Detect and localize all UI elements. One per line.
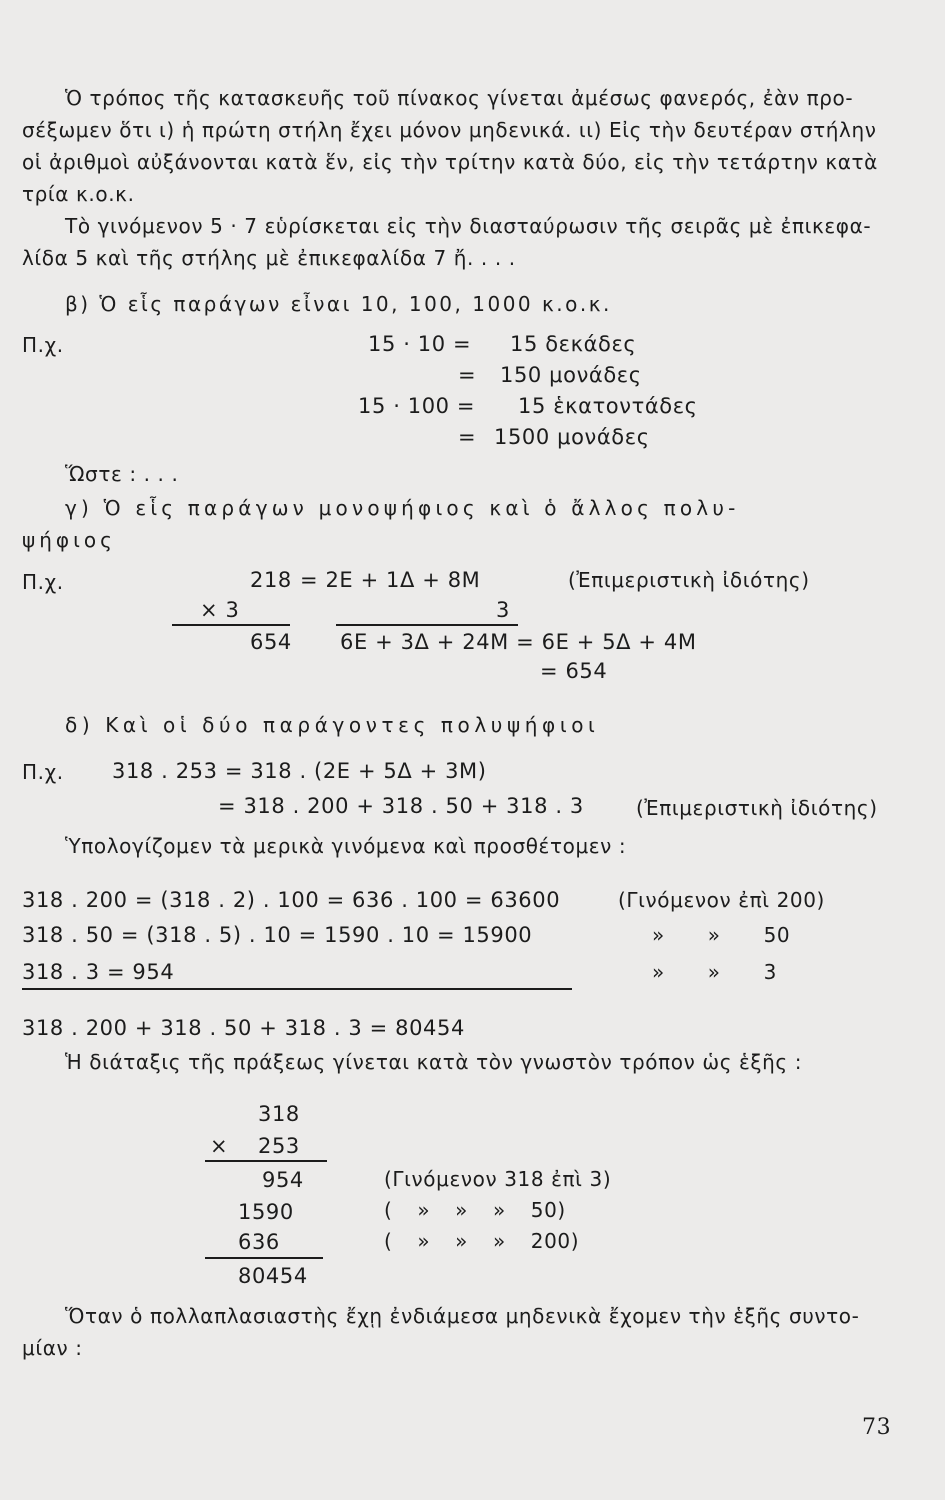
partial-product-2-note: » » 50 — [652, 923, 791, 947]
section-beta-heading: β) Ὁ εἷς παράγων εἶναι 10, 100, 1000 κ.ο.κ. — [65, 292, 612, 316]
beta-row-1-left: 15 · 10 = — [368, 332, 472, 356]
beta-row-2-right: 150 μονάδες — [500, 363, 642, 387]
mult-multiplier: 253 — [258, 1134, 300, 1158]
gamma-rule-right — [336, 624, 518, 626]
delta-property-note: (Ἐπιμεριστικὴ ἰδιότης) — [636, 796, 878, 820]
intro-line-5: Τὸ γινόμενον 5 · 7 εὑρίσκεται εἰς τὴν διασταύρωσιν τῆς σειρᾶς μὲ ἐπικεφα- — [65, 214, 872, 238]
delta-equation-1: 318 . 253 = 318 . (2Ε + 5Δ + 3Μ) — [112, 759, 487, 783]
partial-product-1-note: (Γινόμενον ἐπὶ 200) — [618, 888, 825, 912]
delta-example-label: Π.χ. — [22, 760, 64, 784]
mult-partial-3-note: ( » » » 200) — [384, 1229, 580, 1253]
beta-row-3-right: 15 ἑκατοντάδες — [518, 394, 698, 418]
beta-row-4-right: 1500 μονάδες — [494, 425, 650, 449]
mult-partial-3: 636 — [238, 1230, 280, 1254]
gamma-expanded-product: 6Ε + 3Δ + 24Μ = 6Ε + 5Δ + 4Μ — [340, 630, 697, 654]
beta-row-3-left: 15 · 100 = — [358, 394, 476, 418]
mult-result: 80454 — [238, 1264, 308, 1288]
beta-hoste: Ὥστε : . . . — [65, 462, 179, 486]
delta-calc-intro: Ὑπολογίζομεν τὰ μερικὰ γινόμενα καὶ προσθέτομεν : — [65, 834, 627, 858]
section-gamma-heading-1: γ) Ὁ εἷς παράγων μονοψήφιος καὶ ὁ ἄλλος πολυ- — [65, 496, 740, 520]
gamma-factor-1: 218 — [250, 568, 292, 592]
partial-product-3-note: » » 3 — [652, 960, 777, 984]
mult-rule-bottom — [205, 1257, 323, 1259]
mult-multiplicand: 318 — [258, 1102, 300, 1126]
beta-row-2-left: = — [458, 363, 477, 387]
partial-products-sum: 318 . 200 + 318 . 50 + 318 . 3 = 80454 — [22, 1016, 465, 1040]
gamma-example-label: Π.χ. — [22, 570, 64, 594]
partial-product-3: 318 . 3 = 954 — [22, 960, 175, 984]
mult-partial-1-note: (Γινόμενον 318 ἐπὶ 3) — [384, 1167, 612, 1191]
mult-times-sign: × — [210, 1134, 229, 1158]
intro-line-6: λίδα 5 καὶ τῆς στήλης μὲ ἐπικεφαλίδα 7 ἤ. . . . — [22, 246, 516, 270]
gamma-factor-2: × 3 — [200, 598, 240, 622]
mult-rule-top — [205, 1160, 327, 1162]
intro-line-1: Ὁ τρόπος τῆς κατασκευῆς τοῦ πίνακος γίνεται ἀμέσως φανερός, ἐὰν προ- — [65, 86, 854, 110]
mult-partial-2: 1590 — [238, 1200, 294, 1224]
closing-line-1: Ὅταν ὁ πολλαπλασιαστὴς ἔχῃ ἐνδιάμεσα μηδενικὰ ἔχομεν τὴν ἑξῆς συντο- — [65, 1304, 860, 1328]
intro-line-4: τρία κ.ο.κ. — [22, 182, 135, 206]
partial-products-rule — [22, 988, 572, 990]
section-delta-heading: δ) Καὶ οἱ δύο παράγοντες πολυψήφιοι — [65, 713, 600, 737]
gamma-factor-2-right: 3 — [496, 598, 510, 622]
gamma-rule-left — [172, 624, 290, 626]
beta-example-label: Π.χ. — [22, 333, 64, 357]
mult-partial-2-note: ( » » » 50) — [384, 1198, 566, 1222]
partial-product-1: 318 . 200 = (318 . 2) . 100 = 636 . 100 = 63600 — [22, 888, 561, 912]
mult-partial-1: 954 — [262, 1168, 304, 1192]
partial-product-2: 318 . 50 = (318 . 5) . 10 = 1590 . 10 = 15900 — [22, 923, 533, 947]
gamma-result: 654 — [250, 630, 292, 654]
delta-layout-intro: Ἡ διάταξις τῆς πράξεως γίνεται κατὰ τὸν γνωστὸν τρόπον ὡς ἑξῆς : — [65, 1050, 803, 1074]
page-number: 73 — [862, 1415, 892, 1440]
intro-line-3: οἱ ἀριθμοὶ αὐξάνονται κατὰ ἕν, εἰς τὴν τρίτην κατὰ δύο, εἰς τὴν τετάρτην κατὰ — [22, 150, 878, 174]
closing-line-2: μίαν : — [22, 1336, 83, 1360]
beta-row-4-left: = — [458, 425, 477, 449]
delta-equation-2: = 318 . 200 + 318 . 50 + 318 . 3 — [218, 794, 584, 818]
gamma-expansion: = 2Ε + 1Δ + 8Μ — [300, 568, 481, 592]
section-gamma-heading-2: ψήφιος — [22, 528, 116, 552]
gamma-property-note: (Ἐπιμεριστικὴ ἰδιότης) — [568, 568, 810, 592]
gamma-final-result: = 654 — [540, 659, 608, 683]
beta-row-1-right: 15 δεκάδες — [510, 332, 637, 356]
intro-line-2: σέξωμεν ὅτι ι) ἡ πρώτη στήλη ἔχει μόνον μηδενικά. ιι) Εἰς τὴν δευτέραν στήλην — [22, 118, 877, 142]
